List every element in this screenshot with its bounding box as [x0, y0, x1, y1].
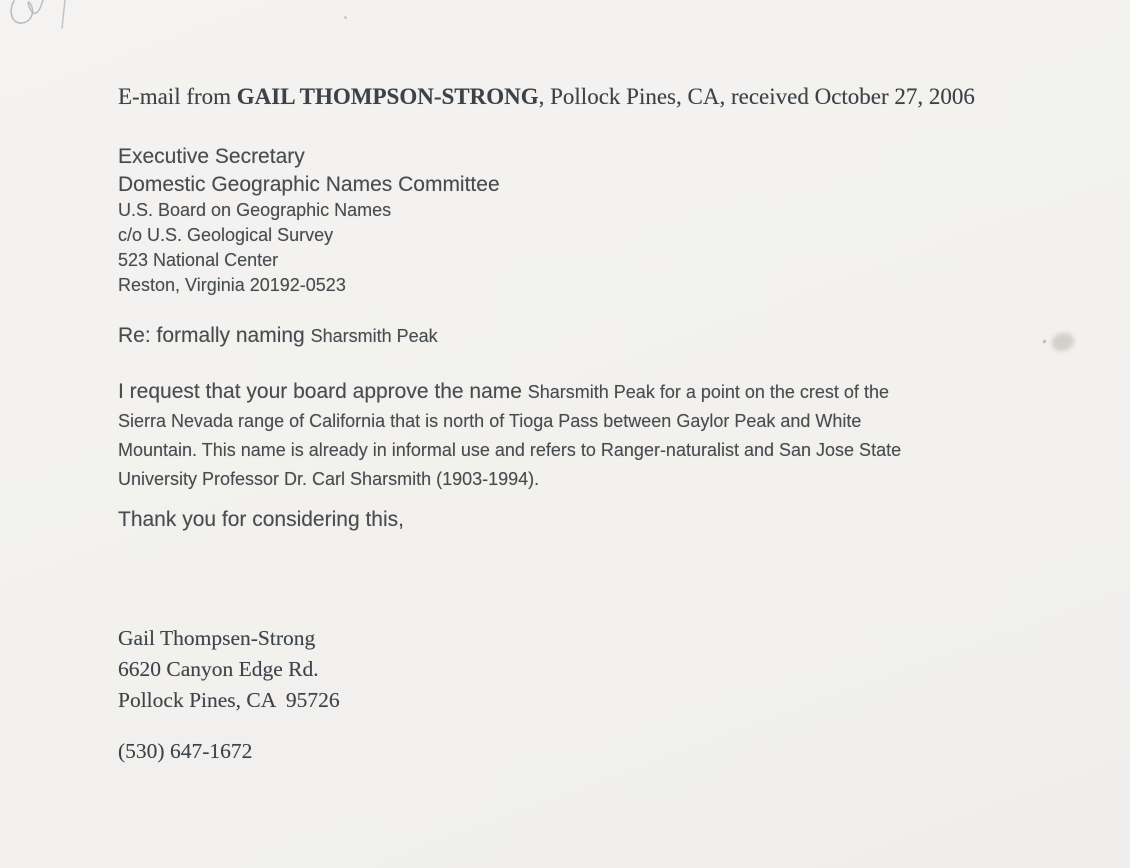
body-line-1-large: I request that your board approve the name — [118, 380, 528, 403]
body-line-1 — [118, 377, 901, 407]
body-line-4: University Professor Dr. Carl Sharsmith (1903-1994). — [118, 469, 540, 489]
subject-prefix: Re: formally naming — [118, 324, 311, 347]
signature-block — [118, 623, 340, 716]
signature-name: Gail Thompsen-Strong — [118, 626, 316, 650]
scan-smudge-dot — [1043, 340, 1046, 343]
recipient-city-state-zip: Reston, Virginia 20192-0523 — [118, 275, 346, 295]
pencil-mark — [0, 0, 80, 36]
sender-name: GAIL THOMPSON-STRONG — [236, 84, 539, 109]
body-line-3: Mountain. This name is already in informal use and refers to Ranger-naturalist and San Jose State — [118, 440, 902, 460]
subject-line — [118, 324, 438, 348]
email-header-line — [118, 84, 975, 110]
signature-street: 6620 Canyon Edge Rd. — [118, 657, 319, 681]
header-suffix: , Pollock Pines, CA, received October 27, 2006 — [538, 84, 975, 109]
scan-speck — [344, 16, 347, 19]
recipient-title: Executive Secretary — [118, 145, 305, 168]
body-line-2: Sierra Nevada range of California that is north of Tioga Pass between Gaylor Peak and White — [118, 411, 862, 431]
scan-smudge — [1052, 333, 1074, 351]
recipient-board: U.S. Board on Geographic Names — [118, 200, 392, 220]
closing-line: Thank you for considering this, — [118, 508, 404, 531]
recipient-committee: Domestic Geographic Names Committee — [118, 172, 500, 196]
recipient-care-of: c/o U.S. Geological Survey — [118, 225, 334, 245]
recipient-address-block — [118, 143, 500, 298]
header-prefix: E-mail from — [118, 84, 237, 109]
subject-peak-name: Sharsmith Peak — [310, 326, 438, 346]
body-line-1-small: Sharsmith Peak for a point on the crest of the — [527, 382, 889, 402]
signature-city-state-zip: Pollock Pines, CA 95726 — [118, 688, 340, 712]
phone-number: (530) 647-1672 — [118, 739, 253, 763]
body-paragraph — [118, 377, 901, 494]
recipient-street: 523 National Center — [118, 250, 279, 270]
